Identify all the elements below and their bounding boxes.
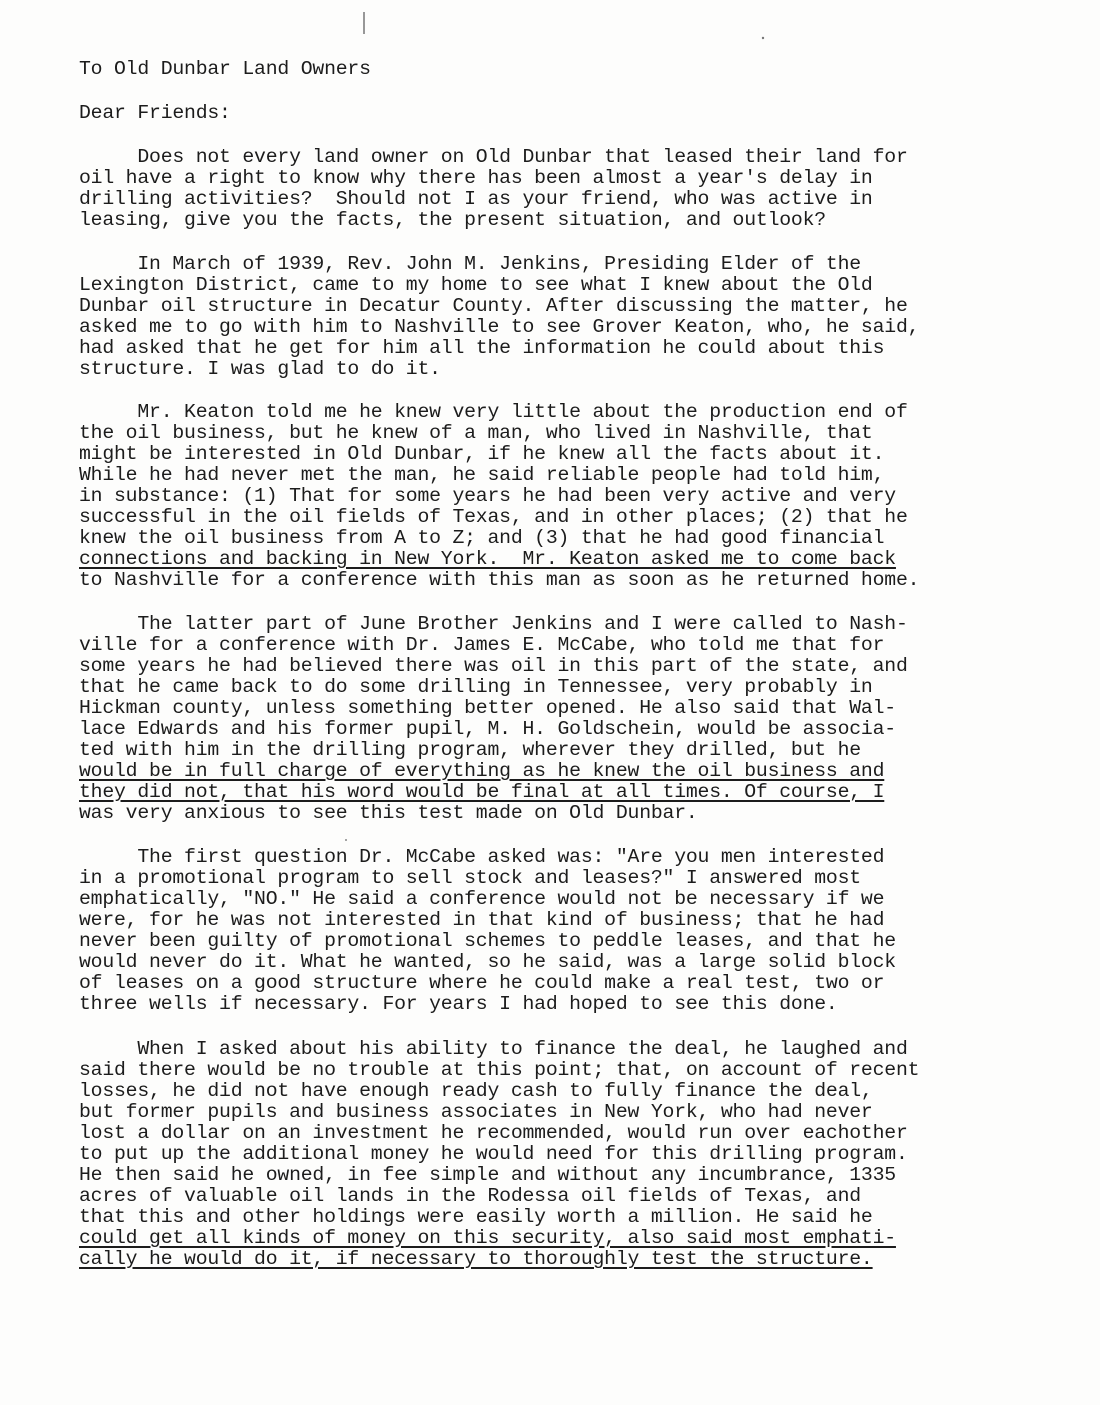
paragraph-line: losses, he did not have enough ready cash to fully finance the deal, bbox=[79, 1080, 873, 1102]
paragraph-line: said there would be no trouble at this point; that, on account of recent bbox=[79, 1059, 920, 1081]
paragraph-line: some years he had believed there was oil in this part of the state, and bbox=[79, 655, 908, 677]
paragraph-line: acres of valuable oil lands in the Rodessa oil fields of Texas, and bbox=[79, 1185, 861, 1207]
paragraph-line: ted with him in the drilling program, wherever they drilled, but he bbox=[79, 739, 861, 761]
paragraph-line: connections and backing in New York. Mr. Keaton asked me to come back bbox=[79, 548, 896, 570]
paragraph-line: Dunbar oil structure in Decatur County. After discussing the matter, he bbox=[79, 295, 908, 317]
paragraph-line: Lexington District, came to my home to see what I knew about the Old bbox=[79, 274, 873, 296]
paragraph-line: When I asked about his ability to finance the deal, he laughed and bbox=[79, 1038, 908, 1060]
paragraph-line: never been guilty of promotional schemes to peddle leases, and that he bbox=[79, 930, 896, 952]
paragraph-line: three wells if necessary. For years I had hoped to see this done. bbox=[79, 993, 838, 1015]
paragraph-line: that he came back to do some drilling in Tennessee, very probably in bbox=[79, 676, 873, 698]
paragraph-line: of leases on a good structure where he could make a real test, two or bbox=[79, 972, 885, 994]
paragraph-line: might be interested in Old Dunbar, if he knew all the facts about it. bbox=[79, 443, 885, 465]
paragraph-line: to Nashville for a conference with this man as soon as he returned home. bbox=[79, 569, 920, 591]
paragraph-line: lost a dollar on an investment he recommended, would run over eachother bbox=[79, 1122, 908, 1144]
paper-speck bbox=[345, 839, 347, 841]
paragraph-line: ville for a conference with Dr. James E. McCabe, who told me that for bbox=[79, 634, 885, 656]
paragraph-line: emphatically, "NO." He said a conference would not be necessary if we bbox=[79, 888, 885, 910]
paragraph-line: structure. I was glad to do it. bbox=[79, 358, 441, 380]
paragraph-line: that this and other holdings were easily worth a million. He said he bbox=[79, 1206, 873, 1228]
paragraph-line: knew the oil business from A to Z; and (3) that he had good financial bbox=[79, 527, 885, 549]
paragraph-line: were, for he was not interested in that kind of business; that he had bbox=[79, 909, 885, 931]
letter-heading: To Old Dunbar Land Owners bbox=[79, 58, 371, 80]
paragraph-line: In March of 1939, Rev. John M. Jenkins, Presiding Elder of the bbox=[79, 253, 861, 275]
paper-speck bbox=[762, 37, 764, 39]
paragraph-line: He then said he owned, in fee simple and without any incumbrance, 1335 bbox=[79, 1164, 896, 1186]
paragraph-line: successful in the oil fields of Texas, and in other places; (2) that he bbox=[79, 506, 908, 528]
paragraph-line: would never do it. What he wanted, so he said, was a large solid block bbox=[79, 951, 896, 973]
paragraph-line: was very anxious to see this test made on Old Dunbar. bbox=[79, 802, 698, 824]
paragraph-line: The first question Dr. McCabe asked was: "Are you men interested bbox=[79, 846, 885, 868]
paragraph-line: could get all kinds of money on this security, also said most emphati- bbox=[79, 1227, 896, 1249]
paragraph-line: the oil business, but he knew of a man, who lived in Nashville, that bbox=[79, 422, 873, 444]
paragraph-line: asked me to go with him to Nashville to see Grover Keaton, who, he said, bbox=[79, 316, 920, 338]
paragraph-line: in substance: (1) That for some years he had been very active and very bbox=[79, 485, 896, 507]
paragraph-line: The latter part of June Brother Jenkins and I were called to Nash- bbox=[79, 613, 908, 635]
paragraph-line: to put up the additional money he would need for this drilling program. bbox=[79, 1143, 908, 1165]
paragraph-line: While he had never met the man, he said reliable people had told him, bbox=[79, 464, 885, 486]
paragraph-line: in a promotional program to sell stock and leases?" I answered most bbox=[79, 867, 861, 889]
paragraph-line: cally he would do it, if necessary to thoroughly test the structure. bbox=[79, 1248, 873, 1270]
paragraph-line: oil have a right to know why there has been almost a year's delay in bbox=[79, 167, 873, 189]
paragraph-line: would be in full charge of everything as he knew the oil business and bbox=[79, 760, 885, 782]
paragraph-line: Hickman county, unless something better opened. He also said that Wal- bbox=[79, 697, 896, 719]
paragraph-line: lace Edwards and his former pupil, M. H. Goldschein, would be associa- bbox=[79, 718, 896, 740]
paragraph-line: Does not every land owner on Old Dunbar that leased their land for bbox=[79, 146, 908, 168]
paragraph-line: Mr. Keaton told me he knew very little about the production end of bbox=[79, 401, 908, 423]
paragraph-line: drilling activities? Should not I as your friend, who was active in bbox=[79, 188, 873, 210]
greeting: Dear Friends: bbox=[79, 102, 231, 124]
paragraph-line: leasing, give you the facts, the present situation, and outlook? bbox=[79, 209, 826, 231]
paragraph-line: they did not, that his word would be final at all times. Of course, I bbox=[79, 781, 885, 803]
paragraph-line: but former pupils and business associates in New York, who had never bbox=[79, 1101, 873, 1123]
paragraph-line: had asked that he get for him all the information he could about this bbox=[79, 337, 885, 359]
